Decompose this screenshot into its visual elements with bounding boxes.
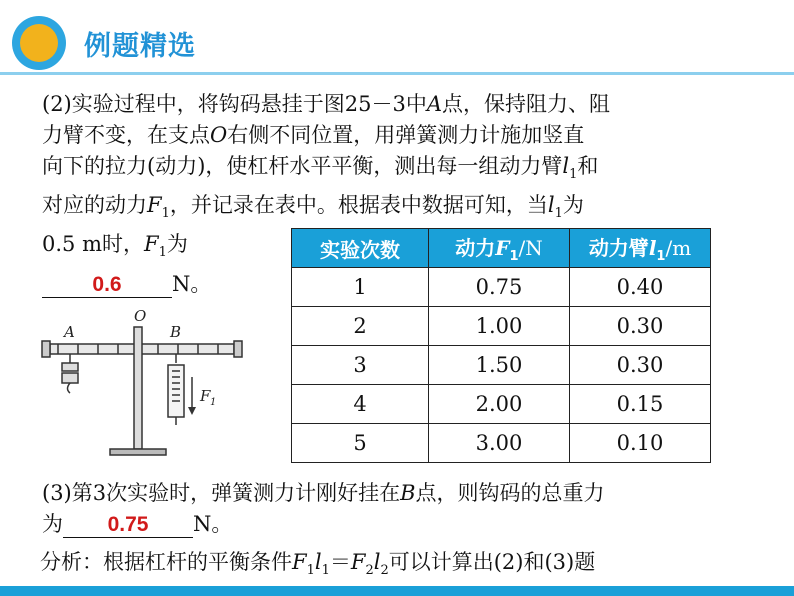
page-title: 例题精选 [84,31,196,62]
analysis-line: 分析：根据杠杆的平衡条件$F_1l_1=F_2l_2$可以计算出(2)和(3)题 [40,550,596,579]
table-header-row [292,229,711,268]
table-row [292,307,711,346]
table-cell: 3 [292,346,429,385]
col-header-trial: 实验次数 [292,229,429,268]
q3-answer: 0.75 [107,513,149,536]
table-cell: 0.15 [570,385,711,424]
table-row [292,346,711,385]
table-row [292,268,711,307]
q2-line-4: 对应的动力$F_1$，并记录在表中。根据表中数据可知，当$l_1$为 [42,193,584,222]
support-base [110,449,166,455]
footer-bar [0,586,794,596]
q2-line-5: 0.5 m时，$F_1$为 [42,232,188,261]
spring-scale [168,365,184,417]
q2-answer: 0.6 [92,272,122,296]
lever-figure [38,305,248,475]
table-row [292,424,711,463]
q2-line-2: 力臂不变，在支点O右侧不同位置，用弹簧测力计施加竖直 [42,123,585,147]
table-cell: 1.50 [429,346,570,385]
table-cell: 3.00 [429,424,570,463]
table-cell: 1 [292,268,429,307]
support-post [134,327,142,449]
q2-answer-blank [42,272,172,298]
header-divider [0,72,794,75]
table-cell: 0.30 [570,346,711,385]
q2-line-6: 0.6 N。 [42,269,772,300]
label-A: A [64,323,75,341]
question-3 [42,478,772,540]
table-cell: 0.30 [570,307,711,346]
table-cell: 4 [292,385,429,424]
table-cell: 0.10 [570,424,711,463]
q2-line-3: 向下的拉力(动力)，使杠杆水平平衡，测出每一组动力臂$l_1$和 [42,154,599,183]
col-header-arm: 动力臂$l_1/m$ [570,229,711,268]
label-O: O [134,307,147,325]
table-cell: 0.40 [570,268,711,307]
q3-line-1: (3)第3次实验时，弹簧测力计刚好挂在B点，则钩码的总重力 [42,481,605,505]
q2-line-1: (2)实验过程中，将钩码悬挂于图25－3中A点，保持阻力、阻 [42,92,610,116]
table-cell: 0.75 [429,268,570,307]
hook-weights [62,373,78,383]
label-B: B [170,323,182,341]
col-header-force: 动力$F_1/N$ [429,229,570,268]
label-F-sub: 1 [210,397,217,408]
table-cell: 2.00 [429,385,570,424]
table-row [292,385,711,424]
q3-answer-blank [63,512,193,538]
table-cell: 1.00 [429,307,570,346]
table-cell: 5 [292,424,429,463]
label-F: F [200,387,211,405]
q3-line-2: 为 0.75 N。 [42,512,233,536]
data-table [291,228,711,463]
logo-inner-icon [20,24,58,62]
table-cell: 2 [292,307,429,346]
